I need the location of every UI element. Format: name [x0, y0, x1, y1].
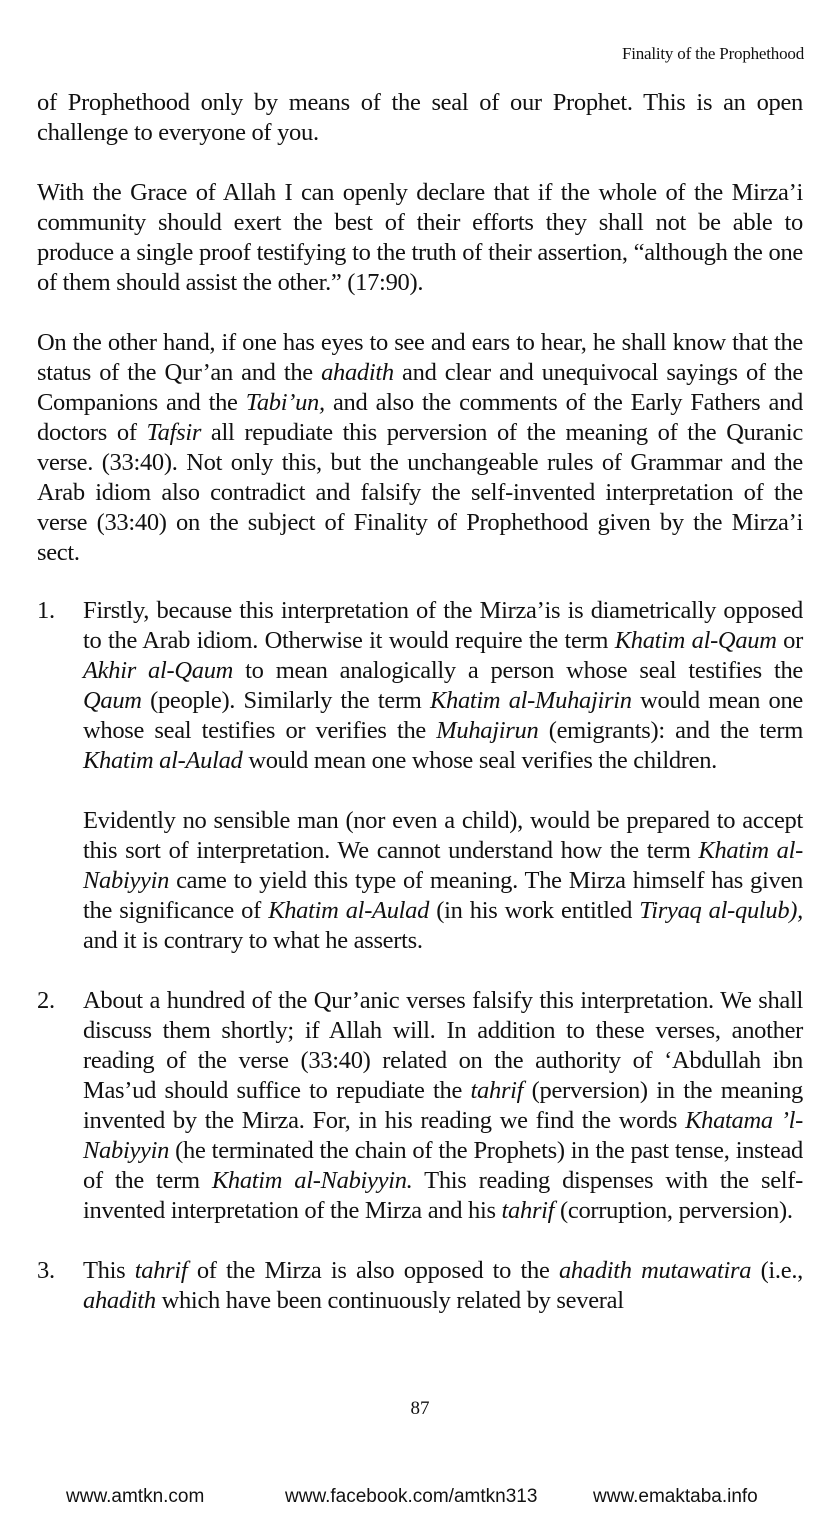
italic-term: Akhir al-Qaum: [83, 657, 234, 684]
italic-term: Muhajirun: [436, 717, 539, 744]
page-number: 87: [410, 1398, 430, 1419]
italic-term: ahadith: [321, 359, 394, 386]
item-number: 2.: [37, 987, 55, 1014]
italic-term: Khatama ’l-Nabiyyin: [83, 1107, 803, 1164]
text-span: would mean one whose seal verifies the children.: [242, 747, 717, 774]
item-paragraph: [83, 596, 803, 776]
italic-term: ahadith: [83, 1287, 156, 1314]
text-span: (people). Similarly the term: [141, 687, 430, 714]
text-span: Firstly, because this interpretation of the Mirza’is is diametrically opposed to the Arab idiom. Otherwise it would require the term: [83, 597, 803, 654]
footer-link-emaktaba[interactable]: www.emaktaba.info: [593, 1486, 758, 1507]
item-paragraph: [83, 1256, 803, 1316]
footer-link-facebook[interactable]: www.facebook.com/amtkn313: [285, 1486, 538, 1507]
italic-term: Khatim al-Qaum: [614, 627, 777, 654]
italic-term: Tafsir: [146, 419, 202, 446]
italic-term: tahrif: [134, 1257, 188, 1284]
italic-term: Khatim al-Aulad: [83, 747, 243, 774]
text-span: This reading dispenses with the self-invented interpretation of the Mirza and his: [83, 1167, 804, 1224]
paragraph-1: of Prophethood only by means of the seal of our Prophet. This is an open challenge to everyone of you.: [37, 89, 803, 146]
text-span: would mean one whose seal testifies or verifies the: [83, 687, 803, 744]
item-body: [83, 986, 803, 1226]
text-span: (he terminated the chain of the Prophets) in the past tense, instead of the term: [83, 1137, 803, 1194]
page-body: [37, 88, 803, 1346]
italic-term: Khatim al-Nabiyyin.: [211, 1167, 413, 1194]
italic-term: Tabi’un,: [245, 389, 325, 416]
text-span: to mean analogically a person whose seal testifies the: [233, 657, 804, 684]
item-paragraph: [83, 806, 803, 956]
italic-term: tahrif: [470, 1077, 524, 1104]
text-span: of the Mirza is also opposed to the: [187, 1257, 559, 1284]
text-span: On the other hand, if one has eyes to see and ears to hear, he shall know that the status of the Qur’an and the: [37, 329, 803, 386]
text-span: and also the comments of the Early Fathers and doctors of: [37, 389, 803, 446]
footer-link-amtkn[interactable]: www.amtkn.com: [66, 1486, 205, 1507]
italic-term: ahadith mutawatira: [558, 1257, 752, 1284]
item-number: 1.: [37, 597, 55, 624]
paragraph-3: [37, 328, 803, 568]
text-span: or: [776, 627, 803, 654]
italic-term: Khatim al-Aulad: [268, 897, 430, 924]
item-paragraph: [83, 986, 803, 1226]
text-span: and it is contrary to what he asserts.: [83, 927, 423, 954]
text-span: (in his work entitled: [429, 897, 640, 924]
paragraph-2: With the Grace of Allah I can openly declare that if the whole of the Mirza’i community should exert the best of their efforts they shall not be able to produce a single proof testifying to the truth of their assertion, “although the one of them should assist the other.” (17:90).: [37, 179, 803, 296]
italic-term: Khatim al-Nabiyyin: [83, 837, 803, 894]
italic-term: tahrif: [501, 1197, 555, 1224]
text-span: This: [83, 1257, 135, 1284]
running-header: Finality of the Prophethood: [621, 44, 804, 63]
text-span: all repudiate this perversion of the meaning of the Quranic verse. (33:40). Not only this, but the unchangeable rules of Grammar and the Arab idiom also contradict and falsify the self-invented interpretation of the verse (33:40) on the subject of Finality of Prophethood given by the Mirza’i sect.: [37, 419, 804, 566]
italic-term: Qaum: [83, 687, 142, 714]
item-body: [83, 596, 803, 956]
list-item-2: [37, 986, 803, 1226]
text-span: which have been continuously related by several: [155, 1287, 624, 1314]
text-span: About a hundred of the Qur’anic verses falsify this interpretation. We shall discuss them shortly; if Allah will. In addition to these verses, another reading of the verse (33:40) related on the authority of ‘Abdullah ibn Mas’ud should suffice to repudiate the: [83, 987, 803, 1104]
text-span: and clear and unequivocal sayings of the Companions and the: [37, 359, 803, 416]
item-body: [83, 1256, 803, 1316]
italic-term: Tiryaq al-qulub),: [639, 897, 803, 924]
text-span: Evidently no sensible man (nor even a child), would be prepared to accept this sort of interpretation. We cannot understand how the term: [83, 807, 803, 864]
text-span: (corruption, perversion).: [554, 1197, 793, 1224]
text-span: came to yield this type of meaning. The Mirza himself has given the significance of: [83, 867, 803, 924]
list-item-1: [37, 596, 803, 956]
text-span: (i.e.,: [751, 1257, 803, 1284]
text-span: (perversion) in the meaning invented by the Mirza. For, in his reading we find the words: [83, 1077, 803, 1134]
list-item-3: [37, 1256, 803, 1316]
text-span: (emigrants): and the term: [538, 717, 804, 744]
italic-term: Khatim al-Muhajirin: [429, 687, 632, 714]
item-number: 3.: [37, 1257, 55, 1284]
